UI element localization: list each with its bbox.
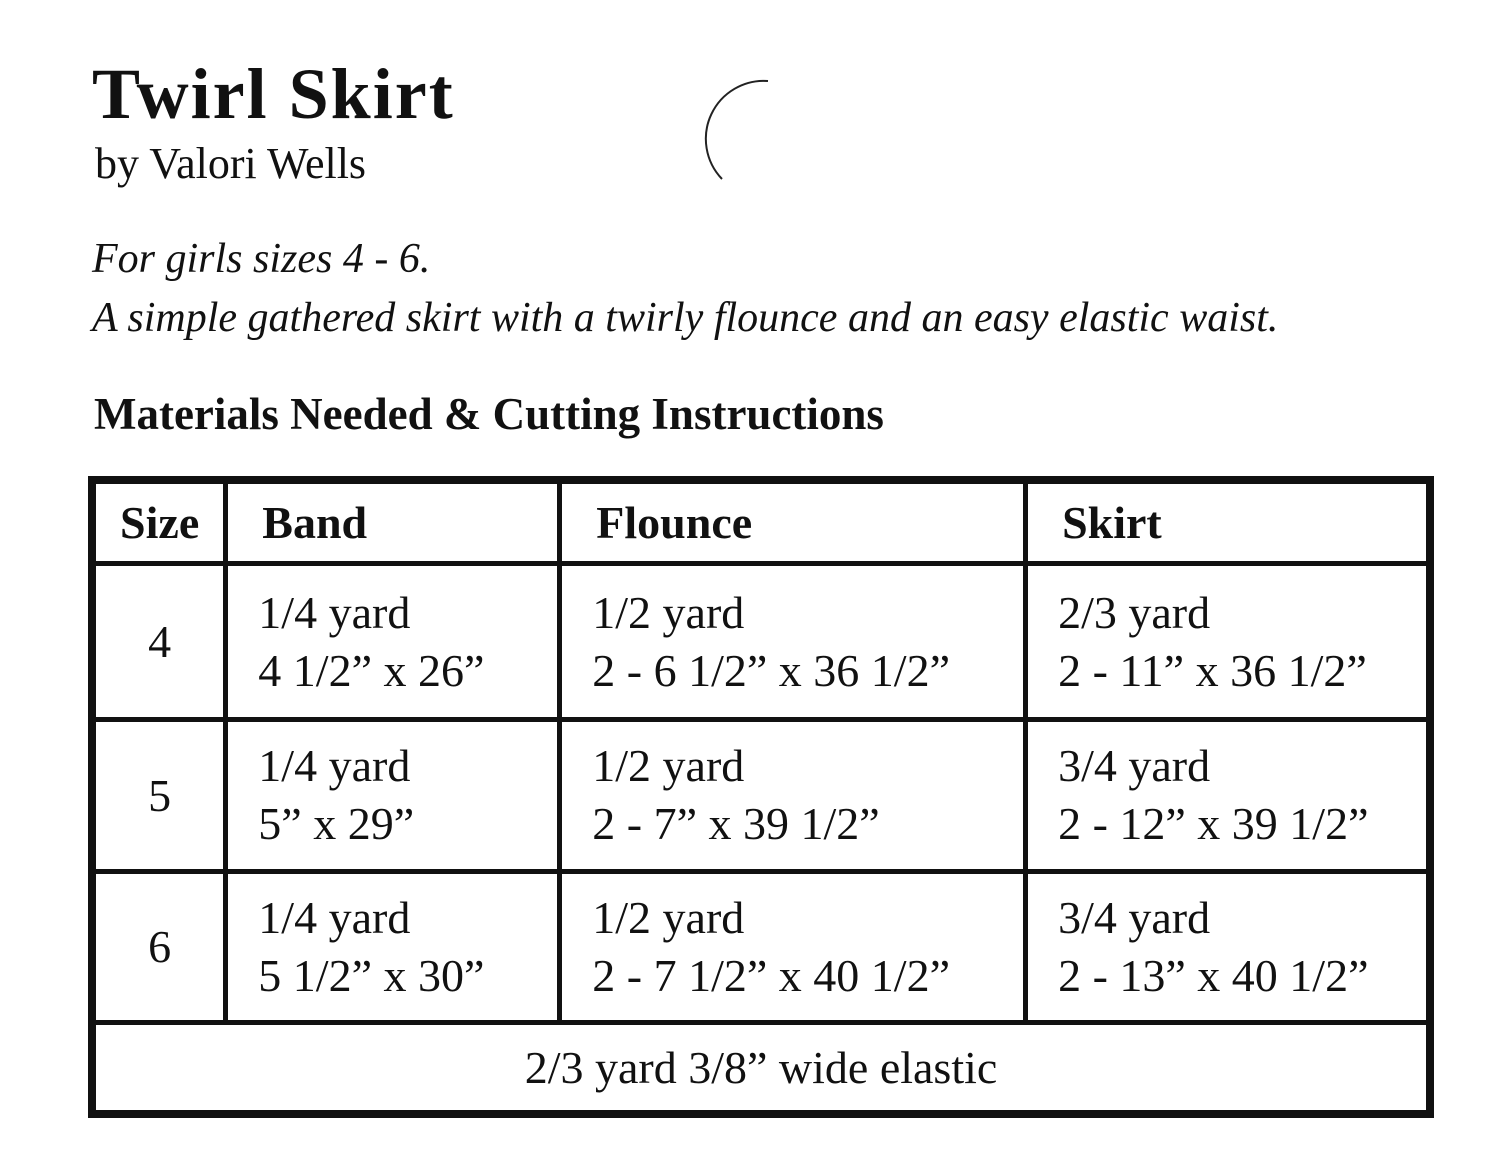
table-row	[92, 720, 1430, 871]
band-cut-size: 5 1/2” x 30”	[258, 949, 485, 1001]
size-cell: 5	[92, 720, 226, 871]
description-text: A simple gathered skirt with a twirly flounce and an easy elastic waist.	[92, 295, 1279, 341]
skirt-cut-size: 2 - 13” x 40 1/2”	[1058, 949, 1369, 1001]
table-header-row	[92, 480, 1430, 563]
pattern-title: Twirl Skirt	[92, 54, 455, 134]
flounce-yardage: 1/2 yard	[592, 586, 745, 638]
skirt-yardage: 3/4 yard	[1058, 891, 1211, 943]
band-cell	[226, 563, 560, 719]
elastic-requirement: 2/3 yard 3/8” wide elastic	[92, 1023, 1430, 1114]
materials-heading: Materials Needed & Cutting Instructions	[94, 389, 884, 439]
header-band: Band	[226, 480, 560, 563]
header-skirt: Skirt	[1026, 480, 1430, 563]
table-row	[92, 563, 1430, 719]
band-cut-size: 4 1/2” x 26”	[258, 644, 485, 696]
band-cut-size: 5” x 29”	[258, 798, 415, 850]
skirt-cut-size: 2 - 12” x 39 1/2”	[1058, 798, 1369, 850]
header-flounce: Flounce	[560, 480, 1026, 563]
size-cell: 4	[92, 563, 226, 719]
size-cell: 6	[92, 871, 226, 1022]
band-yardage: 1/4 yard	[258, 891, 411, 943]
skirt-cell	[1026, 720, 1430, 871]
table-footer-row	[92, 1023, 1430, 1114]
band-yardage: 1/4 yard	[258, 740, 411, 792]
flounce-yardage: 1/2 yard	[592, 891, 745, 943]
flounce-cell	[560, 563, 1026, 719]
band-cell	[226, 720, 560, 871]
size-range-text: For girls sizes 4 - 6.	[92, 236, 431, 282]
skirt-cut-size: 2 - 11” x 36 1/2”	[1058, 644, 1367, 696]
table-row	[92, 871, 1430, 1022]
band-yardage: 1/4 yard	[258, 586, 411, 638]
flounce-yardage: 1/2 yard	[592, 740, 745, 792]
flounce-cut-size: 2 - 6 1/2” x 36 1/2”	[592, 644, 950, 696]
header-size: Size	[92, 480, 226, 563]
skirt-yardage: 2/3 yard	[1058, 586, 1211, 638]
band-cell	[226, 871, 560, 1022]
flounce-cell	[560, 871, 1026, 1022]
flounce-cut-size: 2 - 7 1/2” x 40 1/2”	[592, 949, 950, 1001]
punch-hole-mark	[690, 75, 810, 195]
materials-table	[88, 476, 1434, 1118]
flounce-cell	[560, 720, 1026, 871]
flounce-cut-size: 2 - 7” x 39 1/2”	[592, 798, 880, 850]
author-byline: by Valori Wells	[95, 139, 367, 188]
skirt-cell	[1026, 563, 1430, 719]
skirt-cell	[1026, 871, 1430, 1022]
skirt-yardage: 3/4 yard	[1058, 740, 1211, 792]
